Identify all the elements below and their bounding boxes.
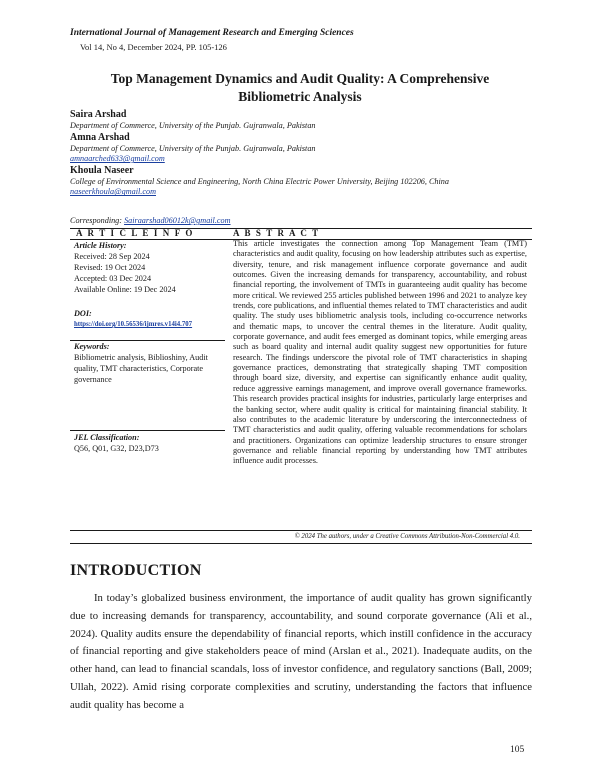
- paper-title: [60, 70, 540, 106]
- keywords-label: Keywords:: [74, 342, 110, 351]
- history-revised: Revised: 19 Oct 2024: [74, 263, 146, 272]
- author-name: Saira Arshad: [70, 109, 127, 120]
- jel-block: [74, 432, 224, 454]
- title-line-1: Top Management Dynamics and Audit Quality: A Comprehensive: [110, 71, 490, 86]
- author-block: [70, 165, 540, 198]
- author-email-link[interactable]: naseerkhoula@gmail.com: [70, 187, 156, 197]
- keywords-block: [74, 341, 222, 385]
- introduction-heading: INTRODUCTION: [70, 562, 202, 579]
- author-affiliation: Department of Commerce, University of the Punjab. Gujranwala, Pakistan: [70, 121, 316, 130]
- copyright-notice: © 2024 The authors, under a Creative Commons Attribution-Non-Commercial 4.0.: [294, 533, 520, 540]
- author-block: [70, 132, 540, 165]
- author-affiliation: College of Environmental Science and Engineering, North China Electric Power University, Beijing 102206, China: [70, 176, 449, 186]
- journal-name: International Journal of Management Research and Emerging Sciences: [70, 28, 354, 38]
- author-email-link[interactable]: amnaarched633@gmail.com: [70, 154, 165, 164]
- author-name: Amna Arshad: [70, 131, 130, 143]
- author-block: [70, 109, 540, 132]
- keywords-text: Bibliometric analysis, Biblioshiny, Audit quality, TMT characteristics, Corporate governance: [74, 353, 208, 384]
- corresponding-email-link[interactable]: Sairaarshad06012k@gmail.com: [124, 216, 231, 225]
- author-list: [70, 109, 540, 198]
- history-accepted: Accepted: 03 Dec 2024: [74, 274, 152, 283]
- doi-label: DOI:: [74, 309, 92, 318]
- copyright-rule: [70, 543, 532, 544]
- corresponding-label: Corresponding:: [70, 216, 123, 225]
- doi-link[interactable]: https://doi.org/10.56536/ijmres.v14i4.707: [74, 321, 193, 328]
- history-online: Available Online: 19 Dec 2024: [74, 285, 176, 294]
- corresponding-author: [70, 216, 231, 225]
- volume-info: Vol 14, No 4, December 2024, PP. 105-126: [80, 42, 227, 52]
- introduction-paragraph: In today’s globalized business environment, the importance of audit quality has grown significantly due to increasing demands for transparency, accountability, and sound corporate governance (Ali et al., 2024). Quality audits ensure the dependability of financial reports, which instill confidence in the accuracy of financial reporting and give stakeholders peace of mind (Arslan et al., 2021). Inadequate audits, on the other hand, can lead to financial scandals, loss of investor confidence, and regulatory sanctions (Ball, 2009; Ullah, 2022). Amid rising corporate complexities and scrutiny, understanding the factors that influence audit quality has become a: [70, 592, 532, 711]
- bottom-rule: [70, 530, 532, 531]
- abstract-heading: A B S T R A C T: [233, 228, 320, 238]
- page-number: 105: [510, 745, 525, 755]
- jel-rule: [70, 430, 225, 431]
- doi-block: [74, 308, 224, 330]
- title-line-2: Bibliometric Analysis: [238, 89, 362, 104]
- article-info-heading: A R T I C L E I N F O: [76, 228, 194, 238]
- article-history: [74, 240, 224, 295]
- history-received: Received: 28 Sep 2024: [74, 252, 150, 261]
- author-affiliation: Department of Commerce, University of the Punjab. Gujranwala, Pakistan: [70, 143, 316, 153]
- author-name: Khoula Naseer: [70, 164, 134, 176]
- abstract-text: This article investigates the connection among Top Management Team (TMT) characteristics and audit quality, focusing on how leadership attributes such as expertise, diversity, tenure, and risk management influence corporate governance and audit outcomes. Given the increasing demands for transparency, accountability, and robust financial reporting, the involvement of TMTs in guaranteeing audit quality has become more critical. We reviewed 255 articles published between 1996 and 2021 to analyze key trends, core publications, and influential themes related to TMT characteristics and audit quality. The study uses bibliometric analysis tools, including co-occurrence networks and thematic maps, to uncover the central themes in the literature. Audit quality, corporate governance, and audit fees emerged as dominant topics, while emerging areas such as board quality and internal audit quality suggest new opportunities for future research. The findings underscore the pivotal role of TMT characteristics in shaping governance practices, demonstrating that strategically shaping TMT composition through board size, diversity, and expertise can significantly enhance audit quality, reduce aggressive earnings management, and improve overall governance frameworks. This research provides practical insights for industries, particularly large enterprises and the banking sector, where audit quality is critical for maintaining financial stability. It also contributes to the academic literature by underscoring the interconnectedness of TMT characteristics and audit quality, offering valuable recommendations for scholars and practitioners. Organizations can optimize leadership structures to ensure stronger governance and reliable financial reporting by understanding how TMT attributes influence audit processes.: [233, 239, 527, 466]
- jel-label: JEL Classification:: [74, 433, 140, 442]
- history-label: Article History:: [74, 241, 127, 250]
- jel-codes: Q56, Q01, G32, D23,D73: [74, 444, 159, 453]
